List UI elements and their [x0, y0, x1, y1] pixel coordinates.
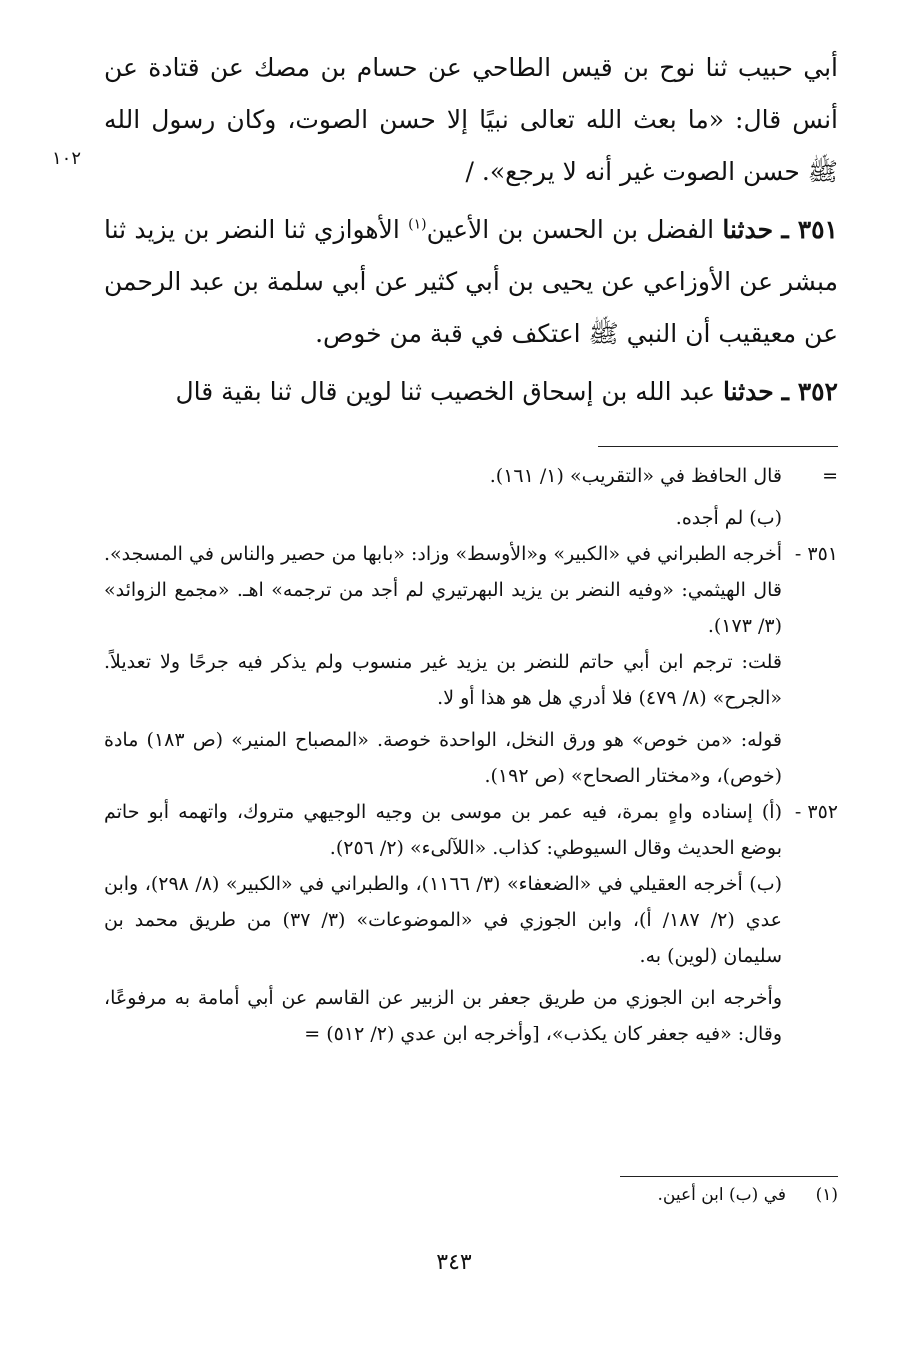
hadith-351-haddathana: حدثنا	[722, 215, 774, 244]
hadith-352-number: ٣٥٢ ـ	[781, 377, 838, 406]
note-352-body	[104, 794, 782, 866]
footnotes	[104, 1180, 838, 1210]
footnote-separator	[620, 1176, 838, 1177]
footnote-1	[104, 1180, 838, 1210]
continuation-mark: =	[822, 465, 838, 487]
commentary-notes	[104, 458, 838, 1052]
main-text	[104, 42, 838, 418]
note-351-body	[104, 536, 782, 644]
hadith-352-text: عبد الله بن إسحاق الخصيب ثنا لوين قال ثنا بقية قال	[175, 377, 716, 406]
note-continuation-2: (ب) لم أجده.	[675, 507, 782, 529]
footnote-1-number: (١)	[815, 1185, 838, 1205]
note-352	[104, 794, 838, 866]
note-351-para-1: أخرجه الطبراني في «الكبير» و«الأوسط» وزاد: «بابها من حصير والناس في المسجد». قال الهيثمي: «وفيه النضر بن يزيد البهرتيري لم أجد من ترجمه» اهـ. «مجمع الزوائد» (٣/ ١٧٣).	[104, 543, 782, 637]
note-352-number: ٣٥٢ -	[794, 801, 838, 823]
hadith-352-haddathana: حدثنا	[723, 377, 774, 406]
note-351-para-2: قلت: ترجم ابن أبي حاتم للنضر بن يزيد غير منسوب ولم يذكر فيه جرحًا ولا تعديلاً. «الجرح» (٨/ ٤٧٩) فلا أدري هل هو هذا أو لا.	[104, 651, 782, 709]
hadith-351-text: الأهوازي ثنا النضر بن يزيد ثنا مبشر عن الأوزاعي عن يحيى بن أبي كثير عن أبي سلمة بن عبد الرحمن عن معيقيب أن النبي ﷺ اعتكف في قبة من خوص.	[104, 215, 838, 348]
note-352-para-2: (ب) أخرجه العقيلي في «الضعفاء» (٣/ ١١٦٦)، والطبراني في «الكبير» (٨/ ٢٩٨)، وابن عدي (٢/ ١٨٧/ أ)، وابن الجوزي في «الموضوعات» (٣/ ٣٧) من طريق محمد بن سليمان (لوين) به.	[104, 873, 782, 967]
hadith-351	[104, 204, 838, 360]
note-351-para-3: قوله: «من خوص» هو ورق النخل، الواحدة خوصة. «المصباح المنير» (ص ١٨٣) مادة (خوص)، و«مختار الصحاح» (ص ١٩٢).	[104, 729, 782, 787]
note-351	[104, 536, 838, 644]
note-352-para-1: (أ) إسناده واهٍ بمرة، فيه عمر بن موسى بن وجيه الوجيهي متروك، واتهمه أبو حاتم بوضع الحديث وقال السيوطي: كذاب. «اللآلىء» (٢/ ٢٥٦).	[104, 801, 782, 859]
footnote-ref-1[interactable]: (١)	[408, 216, 427, 233]
page-number: ٣٤٣	[436, 1250, 472, 1275]
note-352-para-3: وأخرجه ابن الجوزي من طريق جعفر بن الزبير عن القاسم عن أبي أمامة به مرفوعًا، وقال: «فيه جعفر كان يكذب»، [وأخرجه ابن عدي (٢/ ٥١٢) =	[104, 987, 782, 1045]
note-continuation-1: =قال الحافظ في «التقريب» (١/ ١٦١).	[104, 458, 838, 494]
note-351-number: ٣٥١ -	[794, 543, 838, 565]
hadith-351-narrator: الفضل بن الحسن بن الأعين	[426, 215, 715, 244]
notes-separator	[598, 446, 838, 447]
footnote-1-text: في (ب) ابن أعين.	[657, 1185, 786, 1205]
hadith-350-end: أبي حبيب ثنا نوح بن قيس الطاحي عن حسام بن مصك عن قتادة عن أنس قال: «ما بعث الله تعالى نبيًا إلا حسن الصوت، وكان رسول الله ﷺ حسن الصوت غير أنه لا يرجع». /	[104, 53, 838, 186]
hadith-351-number: ٣٥١ ـ	[781, 215, 838, 244]
margin-page-reference: ١٠٢	[52, 148, 82, 169]
hadith-352	[104, 366, 838, 418]
